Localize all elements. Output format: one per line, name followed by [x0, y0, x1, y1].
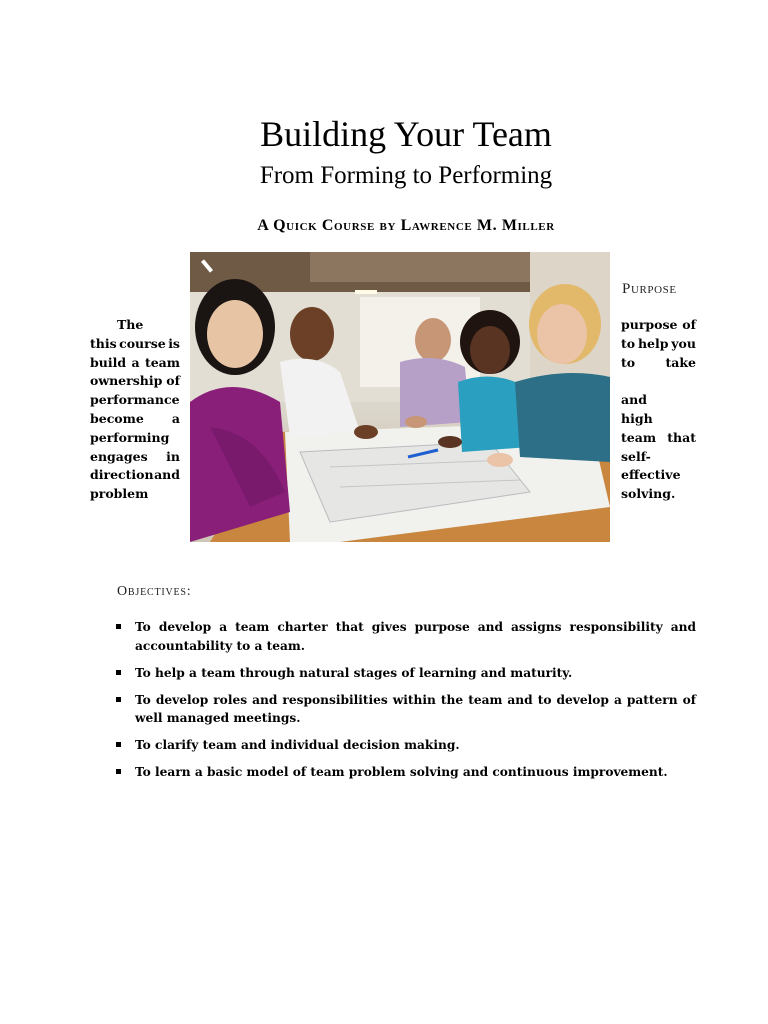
purpose-word: help	[637, 335, 669, 351]
purpose-line	[90, 335, 180, 354]
purpose-line	[90, 316, 180, 335]
purpose-word: build	[90, 354, 127, 370]
purpose-word: effective	[621, 467, 681, 483]
purpose-word: of	[682, 317, 696, 332]
objective-text: To learn a basic model of team problem solving and continuous improvement.	[135, 765, 668, 779]
purpose-text-right-column	[621, 316, 696, 504]
purpose-word: The	[117, 317, 144, 332]
objective-item	[116, 664, 696, 683]
purpose-line	[621, 316, 696, 335]
purpose-word: ownership	[90, 373, 163, 389]
purpose-word: purpose	[621, 317, 678, 332]
purpose-line	[621, 410, 696, 429]
purpose-line	[90, 372, 180, 391]
purpose-word: team	[144, 354, 180, 370]
purpose-heading: Purpose	[622, 281, 677, 297]
objective-item	[116, 691, 696, 728]
purpose-word: high	[621, 410, 653, 426]
objective-item	[116, 763, 696, 782]
purpose-word: problem	[90, 486, 149, 502]
purpose-word: solving.	[621, 486, 676, 502]
square-bullet-icon	[116, 769, 121, 774]
purpose-text-left-column	[90, 316, 180, 504]
purpose-word: to	[621, 335, 636, 351]
purpose-line	[90, 410, 180, 429]
purpose-word: performance	[90, 392, 180, 408]
objective-item	[116, 618, 696, 655]
purpose-line	[621, 372, 696, 391]
author-byline: A Quick Course by Lawrence M. Miller	[257, 217, 555, 234]
purpose-word: and	[154, 467, 180, 483]
objective-text: To develop a team charter that gives purpose and assigns responsibility and accountability to a team.	[135, 620, 696, 653]
purpose-word: of	[166, 373, 180, 389]
purpose-word: direction	[90, 467, 154, 483]
purpose-line	[621, 391, 696, 410]
purpose-line	[621, 485, 696, 504]
purpose-line	[90, 448, 180, 467]
purpose-word: is	[168, 335, 180, 351]
team-photo	[190, 252, 610, 542]
purpose-line	[621, 335, 696, 354]
purpose-word: this	[90, 335, 117, 351]
purpose-line	[90, 354, 180, 373]
purpose-line	[621, 466, 696, 485]
purpose-word: in	[166, 448, 180, 464]
objective-text: To clarify team and individual decision making.	[135, 738, 460, 752]
objective-text: To develop roles and responsibilities within the team and to develop a pattern of well managed meetings.	[135, 692, 696, 725]
document-subtitle: From Forming to Performing	[259, 162, 553, 189]
square-bullet-icon	[116, 624, 121, 629]
purpose-word: performing	[90, 429, 170, 445]
purpose-word: to	[621, 354, 636, 370]
purpose-line	[621, 448, 696, 467]
purpose-line	[621, 354, 696, 373]
purpose-line	[90, 485, 180, 504]
square-bullet-icon	[116, 697, 121, 702]
purpose-word: a	[171, 410, 180, 426]
purpose-word: and	[621, 392, 647, 408]
square-bullet-icon	[116, 742, 121, 747]
purpose-word: become	[90, 410, 144, 426]
purpose-line	[621, 429, 696, 448]
purpose-word: self-	[621, 448, 651, 464]
document-title: Building Your Team	[260, 114, 552, 154]
purpose-word: team	[621, 429, 657, 445]
objectives-heading: Objectives:	[117, 584, 192, 599]
purpose-word: that	[667, 429, 696, 445]
purpose-word: course	[119, 335, 166, 351]
objective-item	[116, 736, 696, 755]
purpose-line	[90, 466, 180, 485]
objective-text: To help a team through natural stages of learning and maturity.	[135, 665, 573, 680]
purpose-word: a	[131, 354, 140, 370]
purpose-line	[90, 391, 180, 410]
purpose-word: engages	[90, 448, 148, 464]
purpose-word: you	[671, 335, 696, 351]
square-bullet-icon	[116, 670, 121, 675]
objectives-list	[116, 618, 696, 790]
purpose-word: take	[665, 354, 696, 370]
purpose-line	[90, 429, 180, 448]
